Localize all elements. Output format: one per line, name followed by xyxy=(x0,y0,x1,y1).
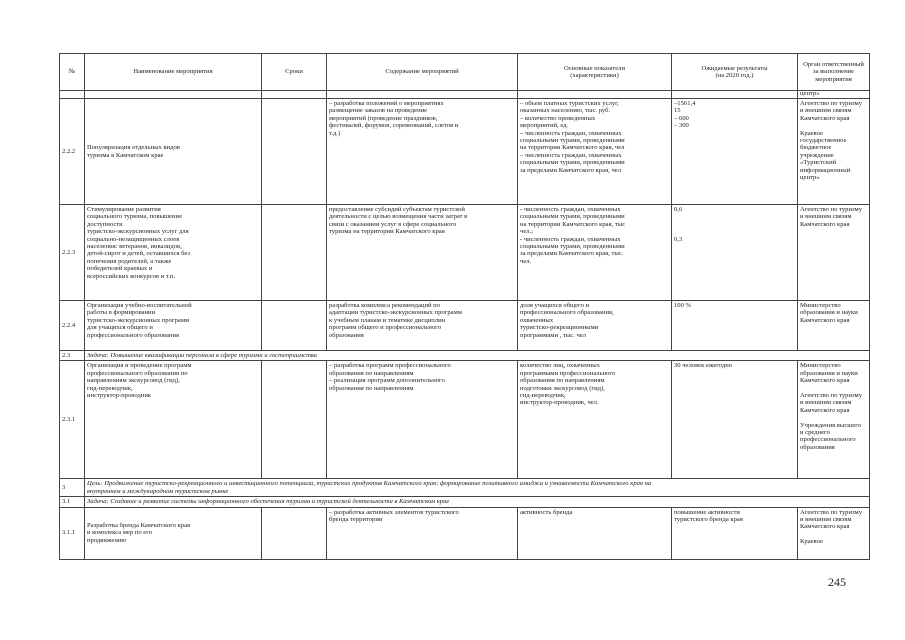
table-row xyxy=(60,301,870,351)
row-results: –1561,4 15 – 600 – 300 xyxy=(672,99,798,205)
row-deadline xyxy=(262,301,327,351)
row-num: 2.2.4 xyxy=(60,301,85,351)
row-content: – разработка положений о мероприятиях размещение заказов на проведение мероприятий (проведение праздников, фестивалей, форумов, соревнований, слетов и т.д.) xyxy=(327,99,518,205)
header-org: Орган ответственный за выполнение мероприятия xyxy=(798,54,870,91)
table-row xyxy=(60,361,870,479)
section-title: Задача: Создание и развитие системы информационного обеспечения туризма и туристской деятельности в Камчатском крае xyxy=(85,497,870,507)
row-name: Разработка бренда Камчатского края и комплекса мер по его продвижению xyxy=(85,507,262,559)
row-deadline xyxy=(262,507,327,559)
row-content: – разработка программ профессионального образования по направлениям – реализация программ дополнительного образования по направлениям xyxy=(327,361,518,479)
table-row xyxy=(60,99,870,205)
header-name: Наименование мероприятия xyxy=(85,54,262,91)
row-deadline xyxy=(262,205,327,301)
row-num: 2.2.2 xyxy=(60,99,85,205)
row-results: 30 человек ежегодно xyxy=(672,361,798,479)
section-title: Задача: Повышение квалификации персонала в сфере туризма и гостеприимства xyxy=(85,351,870,361)
row-org: Агентство по туризму и внешним связям Камчатского края xyxy=(798,205,870,301)
row-name: Организация и проведение программ профессионального образования по направлениям экскурсовод (гид), гид-переводчик, инструктор-проводник xyxy=(85,361,262,479)
carry-over-text: центр» xyxy=(798,91,870,99)
row-indicators: активность бренда xyxy=(518,507,672,559)
row-content: разработка комплекса рекомендаций по адаптации туристско-экскурсионных программ к учебным планам и тематике дисциплин программ общего и профессионального образования xyxy=(327,301,518,351)
measures-table xyxy=(59,53,870,560)
section-row xyxy=(60,351,870,361)
table-row xyxy=(60,205,870,301)
row-org: Агентство по туризму и внешним связям Камчатского края Краевое xyxy=(798,507,870,559)
section-num: 2.3 xyxy=(60,351,85,361)
section-row xyxy=(60,497,870,507)
header-num: № xyxy=(60,54,85,91)
table-row xyxy=(60,507,870,559)
row-indicators: - численность граждан, охваченных социальными турами, проведенными на территории Камчатского края, тыс чел.; - численность граждан, охваченных социальными турами, проведенными за пределами Камчатского края, тыс. чел. xyxy=(518,205,672,301)
document-page xyxy=(59,53,869,560)
row-deadline xyxy=(262,99,327,205)
row-name: Организация учебно-воспитательной работы в формировании туристско-экскурсионных программ для учащихся общего и профессионального образования xyxy=(85,301,262,351)
header-indicators: Основные показатели (характеристики) xyxy=(518,54,672,91)
row-name: Популяризация отдельных видов туризма в Камчатском крае xyxy=(85,99,262,205)
section-num: 3.1 xyxy=(60,497,85,507)
row-num: 2.2.3 xyxy=(60,205,85,301)
table-header-row xyxy=(60,54,870,91)
carry-over-row xyxy=(60,91,870,99)
row-results: повышение активности туристского бренда края xyxy=(672,507,798,559)
row-results: 100 % xyxy=(672,301,798,351)
row-org: Агентство по туризму и внешним связям Камчатского края Краевое государственное бюджетное учреждение «Туристский информационный центр» xyxy=(798,99,870,205)
page-number: 245 xyxy=(828,575,846,589)
header-content: Содержание мероприятий xyxy=(327,54,518,91)
row-indicators: количество лиц, охваченных программами профессионального образования по направлениям подготовки экскурсовод (гид), гид-переводчик, инструктор-проводник, чел. xyxy=(518,361,672,479)
row-org: Министерство образования и науки Камчатского края Агентство по туризму и внешним связям Камчатского края Учреждения высшего и среднего профессионального образования xyxy=(798,361,870,479)
row-content: предоставление субсидий субъектам туристской деятельности с целью возмещения части затрат в связи с оказанием услуг в сфере социального туризма на территории Камчатского края xyxy=(327,205,518,301)
row-indicators: доля учащихся общего и профессионального образования, охваченных туристско-рекреационными программами , тыс. чел xyxy=(518,301,672,351)
row-indicators: – объем платных туристских услуг, оказанных населению, тыс. руб. – количество проведенных мероприятий, ед. – численность граждан, охваченных социальными турами, проведенными на территории Камчатского края, чел – численность граждан, охваченных социальными турами, проведенными за пределами Камчатского края, чел xyxy=(518,99,672,205)
row-results: 0,6 0,3 xyxy=(672,205,798,301)
section-num: 3 xyxy=(60,479,85,497)
row-name: Стимулирование развития социального туризма, повышение доступности туристско-экскурсионных услуг для социально-незащищенных слоев населения: ветеранов, инвалидов, детей-сирот и детей, оставшихся без попечения родителей, а также победителей краевых и всероссийских конкурсов и т.п. xyxy=(85,205,262,301)
header-results: Ожидаемые результаты (на 2020 год.) xyxy=(672,54,798,91)
header-deadline: Сроки xyxy=(262,54,327,91)
section-row xyxy=(60,479,870,497)
row-content: – разработка активных элементов туристского бренда территории xyxy=(327,507,518,559)
row-deadline xyxy=(262,361,327,479)
row-num: 2.3.1 xyxy=(60,361,85,479)
row-org: Министерство образования и науки Камчатского края xyxy=(798,301,870,351)
section-title: Цель: Продвижение туристско-рекреационного и инвестиционного потенциала, туристских продуктов Камчатского края; формирование позитивного имиджа и узнаваемости Камчатского края на внутреннем и международном туристском рынке xyxy=(85,479,870,497)
row-num: 3.1.1 xyxy=(60,507,85,559)
